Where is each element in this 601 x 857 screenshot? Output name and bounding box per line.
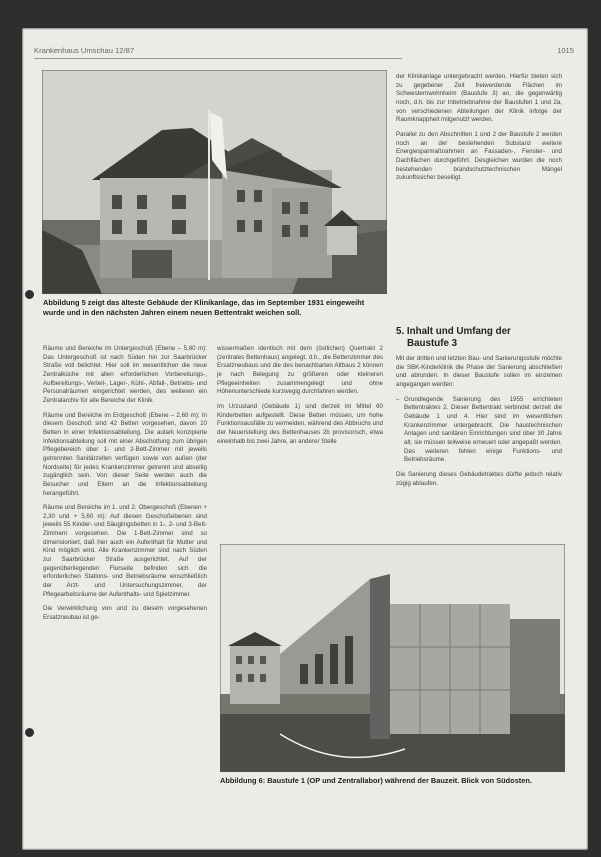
paragraph: der Klinikanlage untergebracht werden. Hierfür bieten sich zu gegebener Zeit freiwerdende Flächen im Schwesternwohnheim (Baustufe 3) an, die gegenwärtig noch, d.h. bis zur Inbetriebnahme der Baustufen 1 und 2a, von verschiedenen Abteilungen der Klinik infolge der Raumknappheit mitgenutzt werden. [396,73,562,124]
paragraph: Im Urzustand (Gebäude 1) sind derzeit im Mittel 60 Kinderbetten aufgestellt. Diese Betten müssen, um hohe Funktionsausfälle zu vermeiden, während des Abbruchs und der Neuerstellung des Bettenhauses 2b provisorisch, etwa eineinhalb bis zwei Jahre, an anderer Stelle [217,402,383,445]
section-heading-line: Baustufe 3 [407,337,458,349]
text-column-left [43,345,207,629]
figure-caption: Abbildung 5 zeigt das älteste Gebäude der Klinikanlage, das im September 1931 eingeweiht wurde und in den nächsten Jahren einem neuen Bettentrakt weichen soll. [43,298,365,317]
journal-header: Krankenhaus Umschau 12/87 [34,46,135,55]
page-number: 1015 [557,46,574,55]
paragraph: Räume und Bereiche im 1. und 2. Obergeschoß (Ebenen + 2,30 und + 5,60 m): Auf diesen Geschoßebenen sind jeweils 55 Kinder- und Säuglingsbetten in 1-, 2- und 3-Bett-Zimmern vorgesehen. Die 1-Bett-Zimmer sind so dimensioniert, daß hier auch ein Aufenthalt für Mutter und Kind möglich wird. Alle Krankenzimmer sind nach Süden zur Saarbrücker Straße ausgerichtet. Auf der gegenüberliegenden Flurseite befinden sich die erforderlichen Stations- und Betriebsräume einschließlich der Arzt- und Untersuchungszimmer, der Pflegearbeitsräume der Aufenthalts- und Spielzimmer. [43,504,207,598]
list-item: – Grundlegende Sanierung des 1955 errichteten Bettentraktes 2. Dieser Bettentrakt verbindet derzeit die Gebäude 1 und 4. Hier sind im wesentlichen Krankenzimmer untergebracht. Die haustechnischen Anlagen und sanitären Einrichtungen sind über 30 Jahre alt, sie müssen teilweise erneuert oder angepaßt werden. Des weiteren fehlen einige Funktions- und Betriebsräume. [396,396,562,465]
section-heading-line: 5. Inhalt und Umfang der [396,326,511,337]
section-5 [396,318,562,494]
punch-hole [25,290,34,299]
paragraph: Die Sanierung dieses Gebäudetraktes dürfte jedoch relativ zügig ablaufen. [396,470,562,487]
paragraph: Die Verwirklichung von und zu diesem vorgesehenen Ersatzneubau ist ge- [43,605,207,622]
paragraph: wissermaßen identisch mit dem (östlichen) Quertrakt 2 (zentrales Bettenhaus) angelegt, d.h., die Bettenzimmer des Ersatzneubaus und die des benachbarten Altbaus 2 können je nach Belegung zu größeren oder kleineren Pflegeeinheiten zusammengelegt und ohne Höhenunterschiede kurzwegig durchfahren werden. [217,345,383,396]
figure-caption: Abbildung 6: Baustufe 1 (OP und Zentrallabor) während der Bauzeit. Blick von Südosten. [220,776,532,785]
punch-hole [25,728,34,737]
header-rule [34,58,402,59]
paragraph: Räume und Bereiche im Erdgeschoß (Ebene – 2,60 m): In diesem Geschoß sind 42 Betten vorgesehen, davon 10 Betten in einer Infektionsabteilung. Die autark konzipierte Infektionsabteilung soll mit einer Abschottung zum übrigen Pflegebereich über 1- und 2-Bett-Zimmer mit jeweils getrennten Sanitärzellen verfügen sowie von außen (der Nordseite) für jedes Krankenzimmer getrennt und abseitig zugänglich sein. Von dieser Seite werden auch die Besucher und Eltern an die Infektionsabteilung herangeführt. [43,411,207,497]
paragraph: Räume und Bereiche im Untergeschoß (Ebene – 5,80 m): Das Untergeschoß ist nach Süden hin zur Saarbrücker Straße voll belichtet. Hier soll im wesentlichen die neue Zentralküche mit allen erforderlichen Vorbereitungs-, Aufbereitungs-, Verteil-, Lager-, Kühl-, Abfall-, Betriebs- und Personalräumen eingerichtet werden, des weiteren ein Zentralarchiv für alle Bereiche der Klinik. [43,345,207,404]
text-column-right [396,73,562,189]
text-column-middle [217,345,383,452]
construction-photo [220,544,565,772]
section-heading [396,326,562,349]
magazine-page [22,28,588,850]
bullet-list [396,396,562,465]
paragraph: Parallel zu den Abschnitten 1 und 2 der Baustufe 2 werden noch an der bestehenden Substanz weitere Energiesparmaßnahmen an Fassaden-, Fenster- und Dachflächen durchgeführt. Desgleichen wurden die noch bestehenden brandschutztechnischen Mängel zukunftssicher beseitigt. [396,130,562,182]
old-building-photo [42,70,387,294]
paragraph: Mit der dritten und letzten Bau- und Sanierungsstufe möchte die SBK-Kinderklinik die Phase der Sanierung abschließen und abrunden. In dieser Baustufe sollen im einzelnen angegangen werden: [396,355,562,388]
